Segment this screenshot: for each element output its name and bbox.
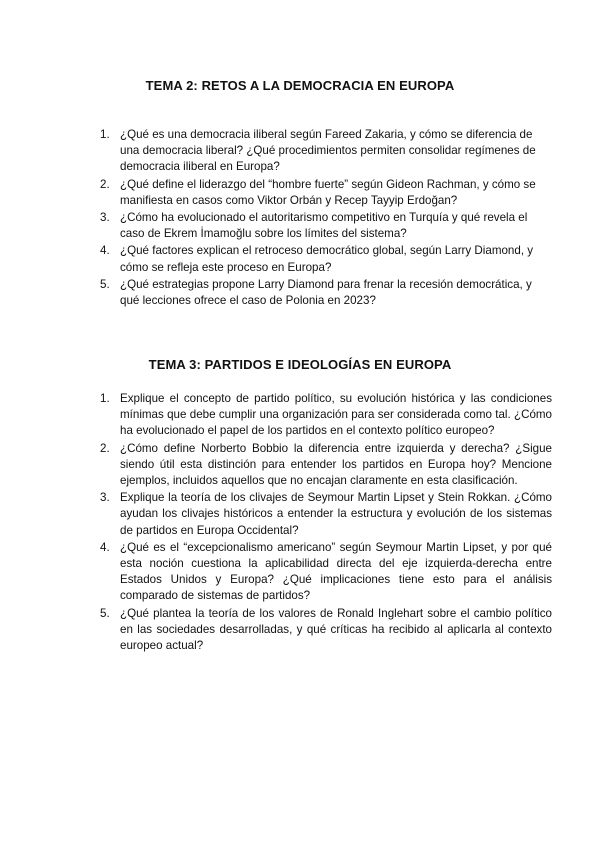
item-text: ¿Qué factores explican el retroceso democrático global, según Larry Diamond, y cómo se refleja este proceso en Europa? xyxy=(120,244,534,274)
section-2-question-list xyxy=(0,391,552,655)
item-number: 5. xyxy=(100,277,110,291)
item-number: 1. xyxy=(100,392,110,405)
list-item xyxy=(0,243,552,275)
list-item xyxy=(0,391,552,440)
item-text: ¿Cómo ha evolucionado el autoritarismo competitivo en Turquía y qué revela el caso de Ekrem İmamoğlu sobre los límites del sistema? xyxy=(120,211,528,241)
list-item xyxy=(0,210,552,242)
item-number: 2. xyxy=(100,441,110,455)
item-text: ¿Cómo define Norberto Bobbio la diferencia entre izquierda y derecha? ¿Sigue siendo útil esta distinción para entender los partidos en Europa hoy? Mencione ejemplos, incluidos aquellos que no encajan claramente en esta clasificación. xyxy=(120,441,552,488)
item-number: 3. xyxy=(100,211,110,225)
section-1-question-list xyxy=(0,127,552,310)
list-item xyxy=(0,277,552,309)
list-item xyxy=(0,540,552,605)
item-number: 5. xyxy=(100,606,110,620)
item-text: Explique el concepto de partido político, su evolución histórica y las condiciones mínimas que debe cumplir una organización para ser considerada como tal. ¿Cómo ha evolucionado el papel de los partidos en el contexto político europeo? xyxy=(120,392,552,438)
list-item xyxy=(0,490,552,539)
item-text: Explique la teoría de los clivajes de Seymour Martin Lipset y Stein Rokkan. ¿Cómo ayudan los clivajes históricos a entender la estructura y evolución de los sistemas de partidos en Europa Occidental? xyxy=(120,491,552,537)
item-text: ¿Qué plantea la teoría de los valores de Ronald Inglehart sobre el cambio político en las sociedades desarrolladas, y qué críticas ha recibido al aplicarla al contexto europeo actual? xyxy=(120,606,552,653)
section-2-title: TEMA 3: PARTIDOS E IDEOLOGÍAS EN EUROPA xyxy=(148,357,452,372)
item-text: ¿Qué es una democracia iliberal según Fareed Zakaria, y cómo se diferencia de una democracia liberal? ¿Qué procedimientos permiten consolidar regímenes de democracia iliberal en Europa? xyxy=(120,128,536,174)
item-number: 4. xyxy=(100,540,110,554)
item-number: 1. xyxy=(100,128,110,141)
item-text: ¿Qué define el liderazgo del “hombre fuerte” según Gideon Rachman, y cómo se manifiesta en casos como Viktor Orbán y Recep Tayyip Erdoğan? xyxy=(120,177,536,207)
section-1-title: TEMA 2: RETOS A LA DEMOCRACIA EN EUROPA xyxy=(145,78,455,93)
item-number: 4. xyxy=(100,244,110,258)
list-item xyxy=(0,441,552,490)
item-text: ¿Qué estrategias propone Larry Diamond para frenar la recesión democrática, y qué lecciones ofrece el caso de Polonia en 2023? xyxy=(120,277,532,308)
list-item xyxy=(0,606,552,655)
item-number: 3. xyxy=(100,491,110,505)
list-item xyxy=(0,127,552,176)
item-number: 2. xyxy=(100,177,110,191)
list-item xyxy=(0,177,552,209)
item-text: ¿Qué es el “excepcionalismo americano” según Seymour Martin Lipset, y por qué esta noción cuestiona la aplicabilidad directa del eje izquierda-derecha entre Estados Unidos y Europa? ¿Qué implicaciones tiene esto para el análisis comparado de sistemas de partidos? xyxy=(120,540,552,603)
